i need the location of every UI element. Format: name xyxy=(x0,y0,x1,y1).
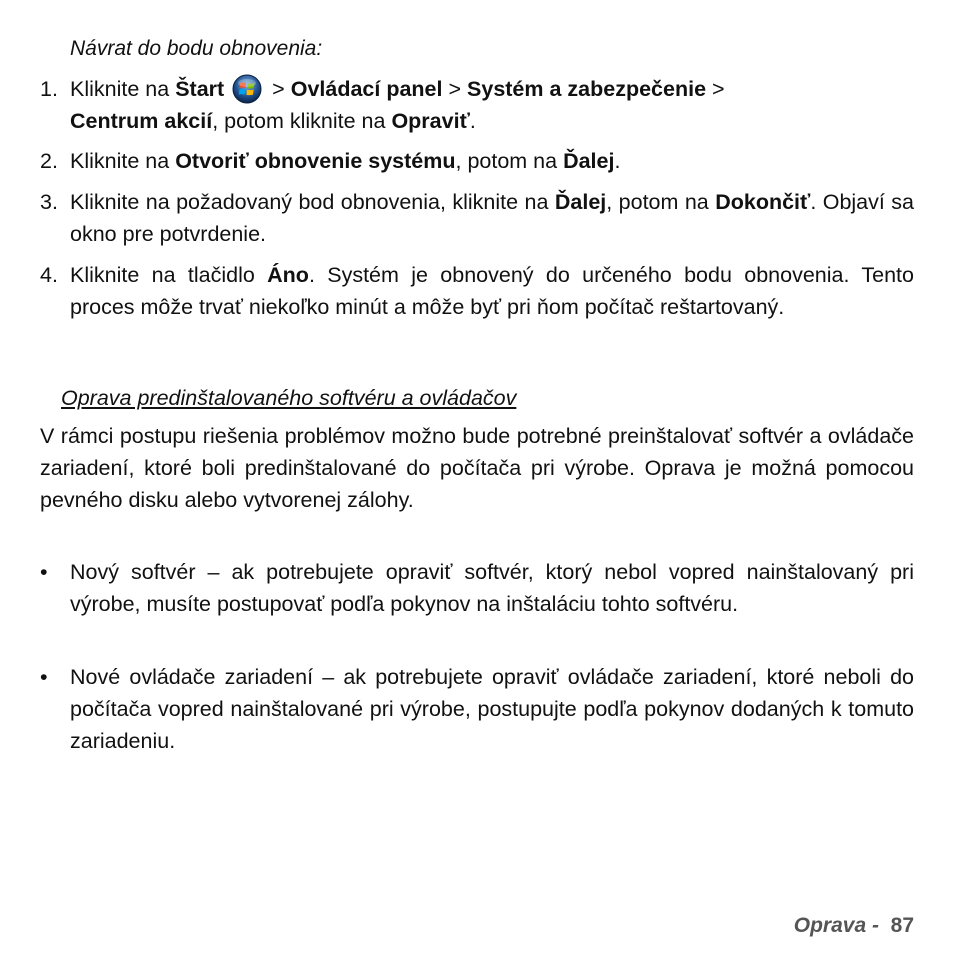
bullet-marker: • xyxy=(40,665,48,689)
separator: > xyxy=(272,77,285,101)
step-text-part: . xyxy=(614,149,621,173)
separator: > xyxy=(712,77,725,101)
restore-subheading: Návrat do bodu obnovenia: xyxy=(70,37,323,60)
next-label: Ďalej xyxy=(554,190,607,214)
step-number: 1. xyxy=(40,77,58,101)
page-footer xyxy=(794,914,914,938)
step-text xyxy=(70,73,914,137)
system-security-label: Systém a zabezpečenie xyxy=(467,77,707,101)
section-intro: V rámci postupu riešenia problémov možno bude potrebné preinštalovať softvér a ovládače zariadení, ktoré boli predinštalované do počítača pri výrobe. Oprava je možná pomocou pevného disku alebo vytvorenej zálohy. xyxy=(40,424,914,512)
bullet-text: Nové ovládače zariadení – ak potrebujete opraviť ovládače zariadení, ktoré neboli do počítača vopred nainštalované pri výrobe, postupujte podľa pokynov dodaných k tomuto zariadeniu. xyxy=(70,665,914,753)
step-number: 2. xyxy=(40,149,58,173)
recover-label: Opraviť xyxy=(391,109,470,133)
step-text xyxy=(70,259,914,323)
step-text-part: Kliknite na xyxy=(70,149,170,173)
step-text-part: , potom na xyxy=(455,149,558,173)
yes-label: Áno xyxy=(267,263,309,287)
finish-label: Dokončiť xyxy=(715,190,811,214)
next-label: Ďalej xyxy=(563,149,615,173)
bullet-item xyxy=(40,661,914,757)
windows-start-orb-icon xyxy=(232,74,262,104)
open-system-restore-label: Otvoriť obnovenie systému xyxy=(175,149,456,173)
step-text xyxy=(70,145,914,177)
step-text-part: , potom na xyxy=(606,190,709,214)
page-number: 87 xyxy=(890,914,914,937)
step-text-part: . Objaví sa okno pre potvrdenie. xyxy=(70,190,914,246)
step-1 xyxy=(40,73,914,137)
bullet-marker: • xyxy=(40,560,48,584)
step-text-part: Kliknite na xyxy=(70,77,170,101)
step-4 xyxy=(40,259,914,323)
step-text-part: . xyxy=(469,109,476,133)
step-number: 3. xyxy=(40,190,58,214)
step-text-part: Kliknite na tlačidlo xyxy=(70,263,255,287)
bullet-text: Nový softvér – ak potrebujete opraviť softvér, ktorý nebol vopred nainštalovaný pri výrobe, musíte postupovať podľa pokynov na inštaláciu tohto softvéru. xyxy=(70,560,914,616)
step-number: 4. xyxy=(40,263,58,287)
step-3 xyxy=(40,186,914,250)
step-text-part: , potom kliknite na xyxy=(212,109,386,133)
step-text xyxy=(70,186,914,250)
bullet-item xyxy=(40,556,914,620)
action-center-label: Centrum akcií xyxy=(70,109,213,133)
separator: > xyxy=(448,77,462,101)
footer-label: Oprava - xyxy=(793,914,879,937)
control-panel-label: Ovládací panel xyxy=(290,77,443,101)
step-text-part: Kliknite na požadovaný bod obnovenia, kliknite na xyxy=(70,190,549,214)
section-heading: Oprava predinštalovaného softvéru a ovládačov xyxy=(61,386,517,410)
start-label: Štart xyxy=(175,77,225,101)
step-text-part: . Systém je obnovený do určeného bodu obnovenia. Tento proces môže trvať niekoľko minút a môže byť pri ňom počítač reštartovaný. xyxy=(70,263,914,319)
step-2 xyxy=(40,145,914,177)
